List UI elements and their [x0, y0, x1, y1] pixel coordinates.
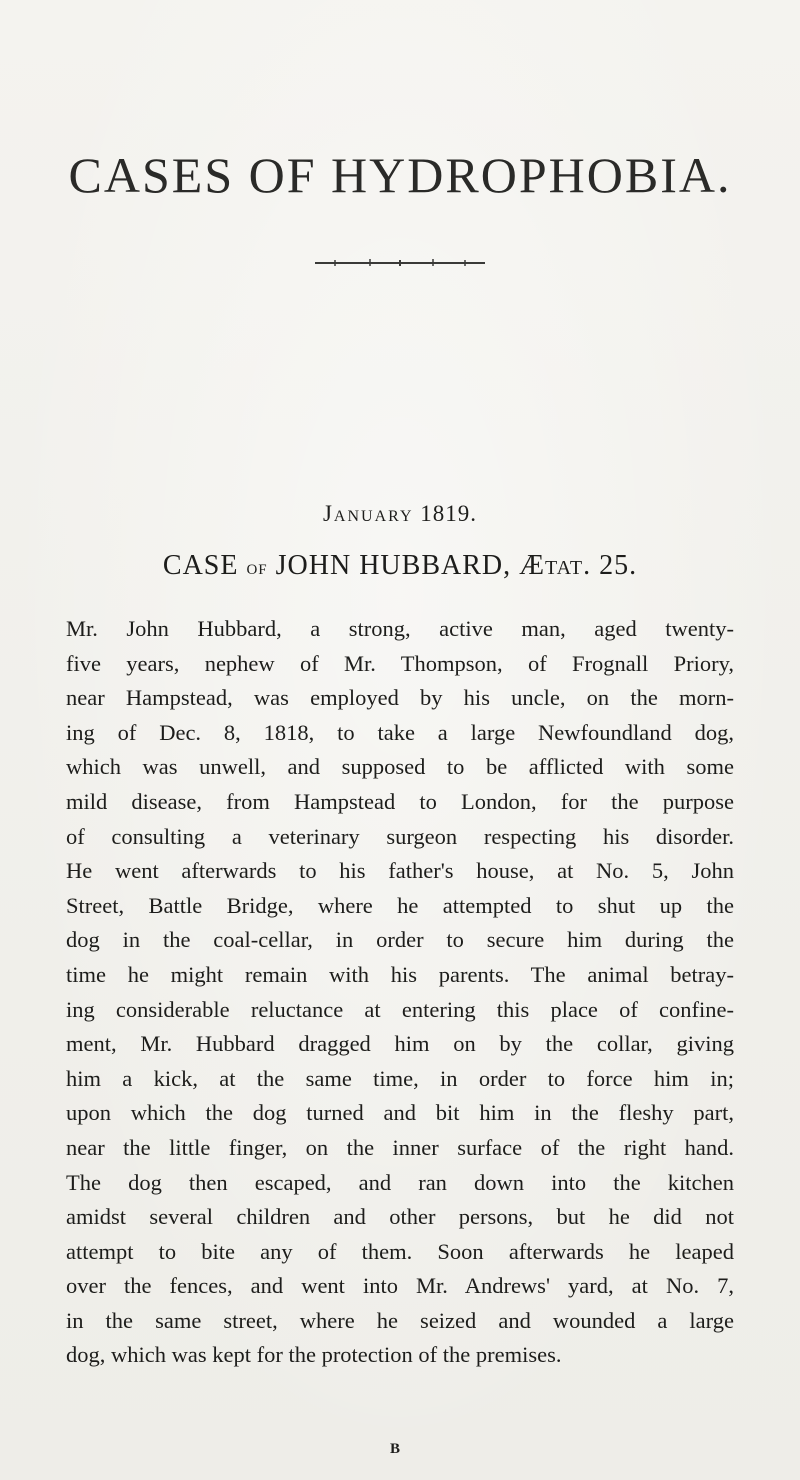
case-heading-of: of — [246, 554, 268, 579]
date-month: January — [322, 501, 414, 526]
page-title: CASES OF HYDROPHOBIA. — [68, 147, 732, 203]
body-line: time he might remain with his parents. The animal betray- — [66, 961, 734, 987]
body-line: over the fences, and went into Mr. Andrews' yard, at No. 7, — [66, 1273, 734, 1299]
case-heading-name: JOHN HUBBARD, — [275, 550, 512, 581]
body-line: Mr. John Hubbard, a strong, active man, aged twenty- — [66, 616, 734, 641]
body-line: mild disease, from Hampstead to London, for the purpose — [66, 788, 734, 814]
case-heading — [0, 552, 800, 580]
body-line: of consulting a veterinary surgeon respecting his disorder. — [66, 823, 734, 849]
body-line: near the little finger, on the inner surface of the right hand. — [66, 1134, 734, 1160]
body-line: dog in the coal-cellar, in order to secure him during the — [66, 927, 734, 953]
body-line: The dog then escaped, and ran down into the kitchen — [66, 1169, 734, 1195]
body-line: upon which the dog turned and bit him in the fleshy part, — [66, 1100, 734, 1126]
ornamental-rule — [315, 258, 485, 267]
signature-mark: B — [390, 1441, 401, 1457]
body-line: which was unwell, and supposed to be afflicted with some — [66, 754, 734, 780]
body-line: near Hampstead, was employed by his uncle, on the morn- — [66, 685, 734, 711]
body-line: ing considerable reluctance at entering this place of confine- — [66, 996, 734, 1022]
body-line: in the same street, where he seized and wounded a large — [66, 1307, 734, 1333]
body-paragraph — [66, 612, 734, 1373]
body-line: He went afterwards to his father's house, at No. 5, John — [66, 858, 734, 884]
case-heading-aetat: Ætat. 25. — [519, 550, 638, 581]
body-line: five years, nephew of Mr. Thompson, of Frognall Priory, — [66, 650, 734, 676]
body-line: attempt to bite any of them. Soon afterwards he leaped — [66, 1238, 734, 1264]
body-line: ing of Dec. 8, 1818, to take a large Newfoundland dog, — [66, 719, 734, 745]
body-line: dog, which was kept for the protection of the premises. — [66, 1342, 562, 1368]
section-date — [0, 502, 800, 525]
date-year: 1819. — [420, 501, 477, 526]
body-line: him a kick, at the same time, in order to force him in; — [66, 1065, 734, 1091]
case-heading-prefix: CASE — [162, 550, 239, 581]
body-line: ment, Mr. Hubbard dragged him on by the collar, giving — [66, 1031, 734, 1057]
body-line: amidst several children and other persons, but he did not — [66, 1204, 734, 1230]
body-line: Street, Battle Bridge, where he attempted to shut up the — [66, 892, 734, 918]
